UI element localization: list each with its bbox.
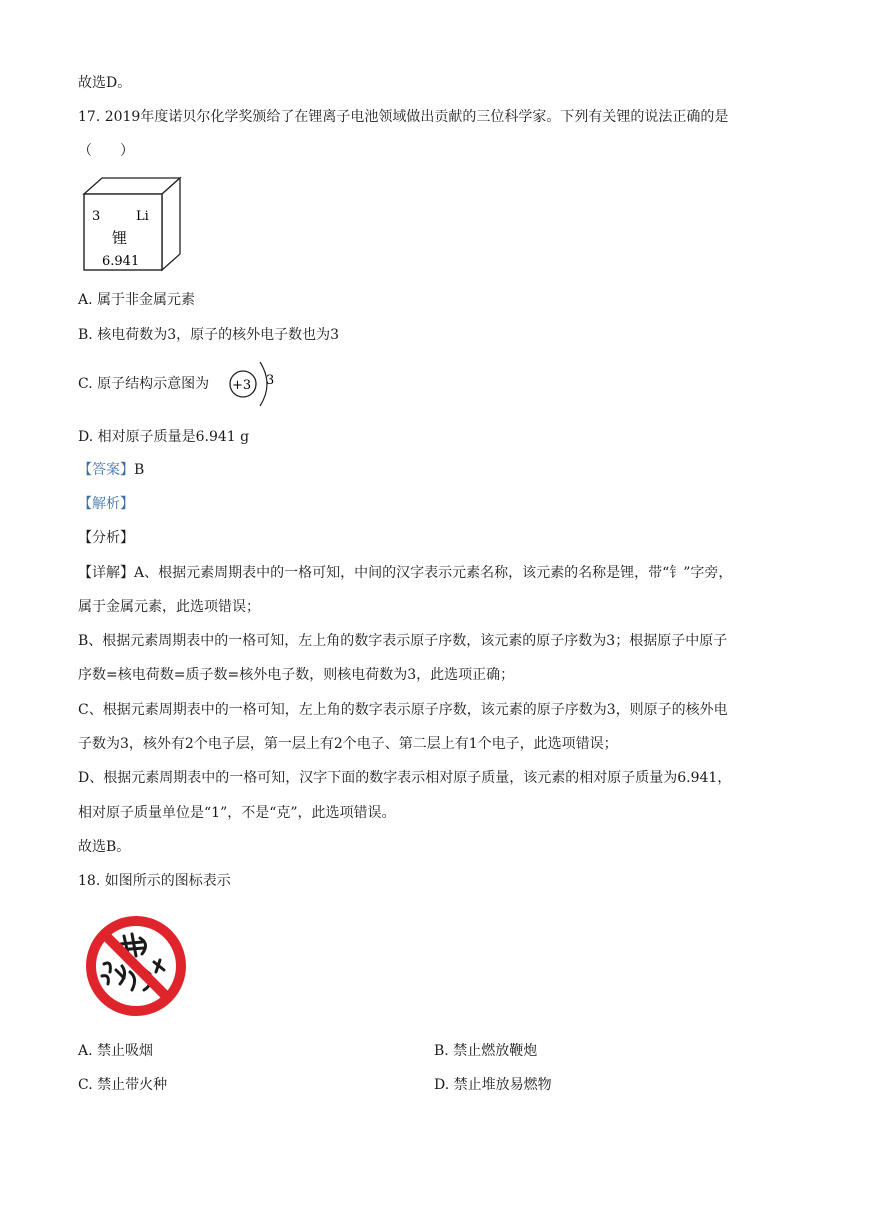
detail-line-5: C、根据元素周期表中的一格可知，左上角的数字表示原子序数，该元素的原子序数为3，则原子的核外电 xyxy=(78,702,728,718)
fenxi-label: 【分析】 xyxy=(78,530,134,546)
conclusion-b: 故选B。 xyxy=(78,839,131,855)
atom-structure-diagram xyxy=(226,356,282,412)
q18-option-c: C. 禁止带火种 xyxy=(78,1077,168,1093)
detail-line-7: D、根据元素周期表中的一格可知，汉字下面的数字表示相对原子质量，该元素的相对原子质量为6.941， xyxy=(78,770,732,786)
analysis-label: 【解析】 xyxy=(78,496,134,512)
detail-line-4: 序数=核电荷数=质子数=核外电子数，则核电荷数为3，此选项正确； xyxy=(78,667,515,683)
q17-paren: （ ） xyxy=(78,143,134,159)
detail-line-8: 相对原子质量单位是“1”，不是“克”，此选项错误。 xyxy=(78,805,396,821)
answer-row xyxy=(78,460,144,480)
answer-value: B xyxy=(134,462,145,478)
q18-option-b: B. 禁止燃放鞭炮 xyxy=(434,1043,538,1059)
shell-electron-count: 3 xyxy=(266,373,275,388)
element-name: 锂 xyxy=(112,229,128,247)
q17-option-a: A. 属于非金属元素 xyxy=(78,292,196,308)
element-symbol: Li xyxy=(136,209,149,224)
prev-conclusion: 故选D。 xyxy=(78,75,132,91)
q17-option-c: C. 原子结构示意图为 xyxy=(78,376,210,392)
detail-line-1: 【详解】A、根据元素周期表中的一格可知，中间的汉字表示元素名称，该元素的名称是锂，带“钅”字旁， xyxy=(78,565,733,581)
atomic-number: 3 xyxy=(92,209,101,224)
q17-option-b: B. 核电荷数为3，原子的核外电子数也为3 xyxy=(78,327,340,343)
q18-option-d: D. 禁止堆放易燃物 xyxy=(434,1077,552,1093)
no-fire-prohibition-sign-icon xyxy=(80,914,192,1018)
nucleus-charge: +3 xyxy=(232,378,252,393)
answer-label: 【答案】 xyxy=(78,462,134,478)
q17-stem: 17. 2019年度诺贝尔化学奖颁给了在锂离子电池领域做出贡献的三位科学家。下列有关锂的说法正确的是 xyxy=(78,109,729,125)
q18-option-a: A. 禁止吸烟 xyxy=(78,1043,154,1059)
q17-option-d: D. 相对原子质量是6.941 g xyxy=(78,429,250,445)
atomic-mass: 6.941 xyxy=(102,254,140,269)
detail-line-6: 子数为3，核外有2个电子层，第一层上有2个电子、第二层上有1个电子，此选项错误； xyxy=(78,736,618,752)
detail-line-2: 属于金属元素，此选项错误； xyxy=(78,599,260,615)
q18-stem: 18. 如图所示的图标表示 xyxy=(78,873,231,889)
lithium-element-card xyxy=(80,176,184,274)
detail-line-3: B、根据元素周期表中的一格可知，左上角的数字表示原子序数，该元素的原子序数为3；根据原子中原子 xyxy=(78,633,728,649)
